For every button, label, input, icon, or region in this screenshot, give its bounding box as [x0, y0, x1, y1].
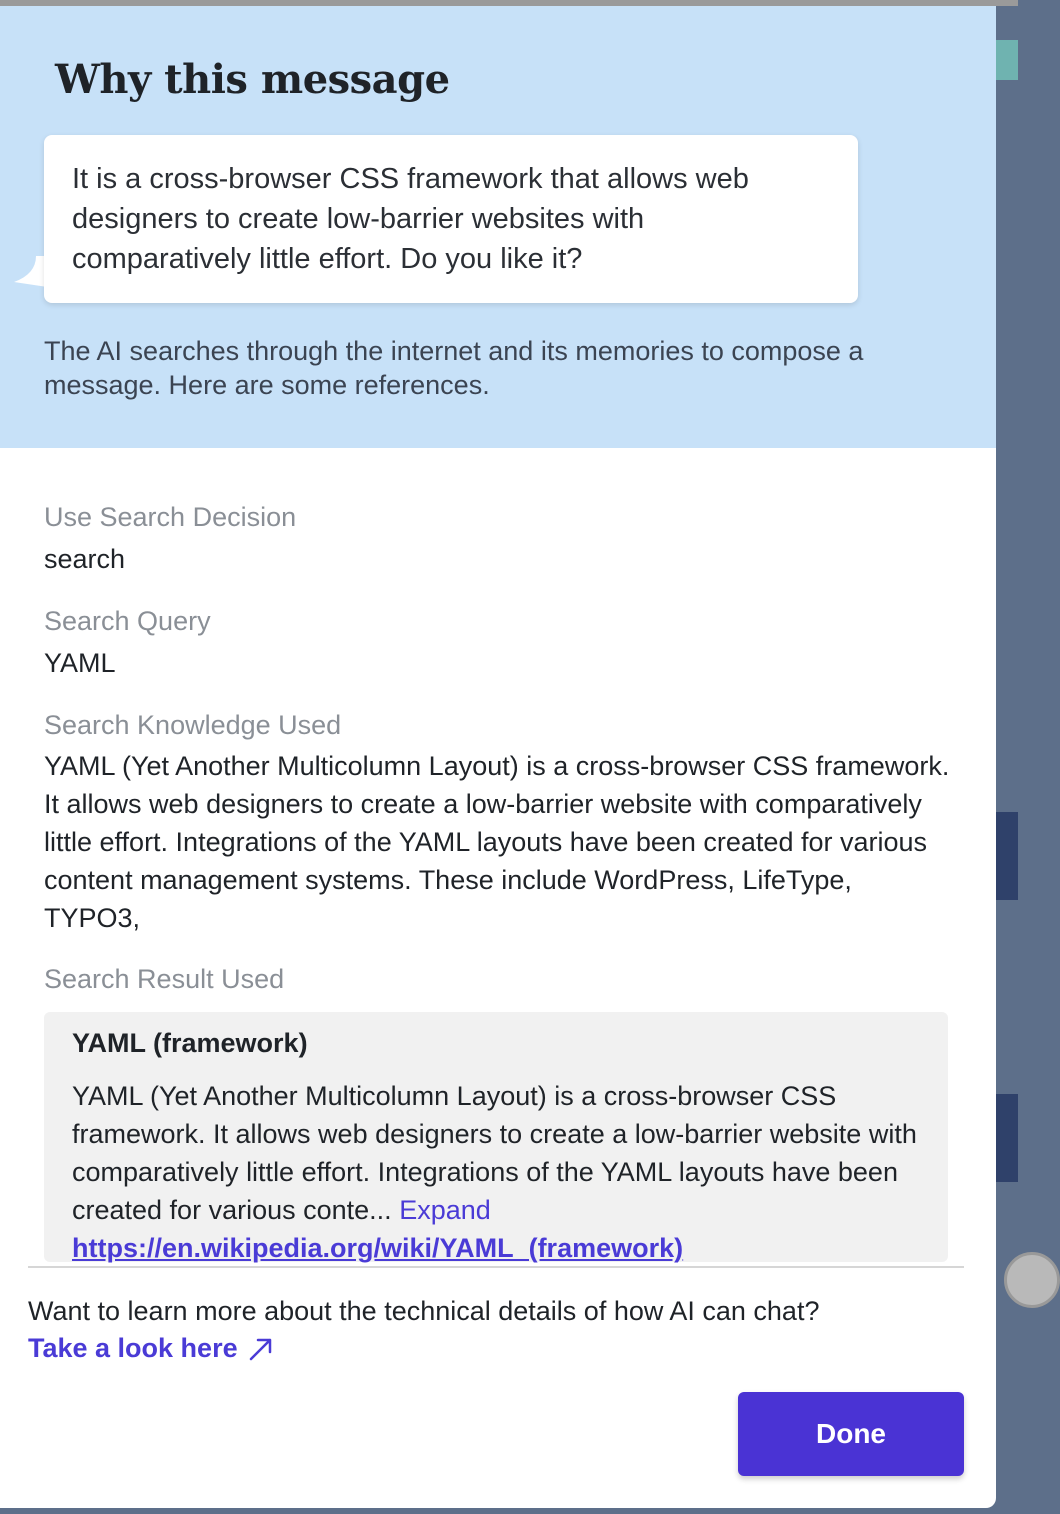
search-result-card — [44, 1012, 948, 1262]
result-label: Search Result Used — [44, 964, 285, 994]
query-value: YAML — [44, 648, 116, 678]
result-snippet-block — [72, 1077, 920, 1267]
dialog-header — [0, 6, 996, 448]
external-arrow-icon — [248, 1336, 274, 1362]
done-button[interactable]: Done — [738, 1392, 964, 1476]
divider — [28, 1266, 964, 1268]
expand-link[interactable]: Expand — [399, 1195, 491, 1225]
take-a-look-label: Take a look here — [28, 1333, 238, 1363]
knowledge-label: Search Knowledge Used — [44, 710, 342, 740]
knowledge-value: YAML (Yet Another Multicolumn Layout) is a cross-browser CSS framework. It allows web designers to create a low-barrier website with comparatively little effort. Integrations of the YAML layouts have been created for various content management systems. These include WordPress, LifeType, TYPO3, — [44, 751, 950, 933]
query-label: Search Query — [44, 606, 211, 636]
background-app-element — [1004, 1252, 1060, 1308]
learn-more-text: Want to learn more about the technical details of how AI can chat? — [28, 1296, 820, 1326]
why-this-message-dialog — [0, 6, 996, 1508]
decision-label: Use Search Decision — [44, 502, 297, 532]
dialog-title: Why this message — [55, 56, 450, 103]
background-app-element — [996, 812, 1018, 900]
message-bubble — [44, 135, 858, 303]
result-snippet: YAML (Yet Another Multicolumn Layout) is a cross-browser CSS framework. It allows web designers to create a low-barrier website with comparatively little effort. Integrations of the YAML layouts have been created for various conte... — [72, 1081, 917, 1225]
details-section[interactable] — [0, 448, 996, 1263]
decision-value: search — [44, 544, 126, 574]
background-app-element — [996, 1094, 1018, 1182]
background-app-element — [996, 40, 1018, 80]
result-url-link[interactable]: https://en.wikipedia.org/wiki/YAML_(framework) — [72, 1233, 684, 1263]
message-text: It is a cross-browser CSS framework that allows web designers to create low-barrier websites with comparatively little effort. Do you like it? — [72, 163, 749, 275]
take-a-look-link[interactable] — [28, 1333, 274, 1364]
explanation-text: The AI searches through the internet and its memories to compose a message. Here are some references. — [44, 336, 864, 400]
result-title: YAML (framework) — [72, 1028, 308, 1058]
